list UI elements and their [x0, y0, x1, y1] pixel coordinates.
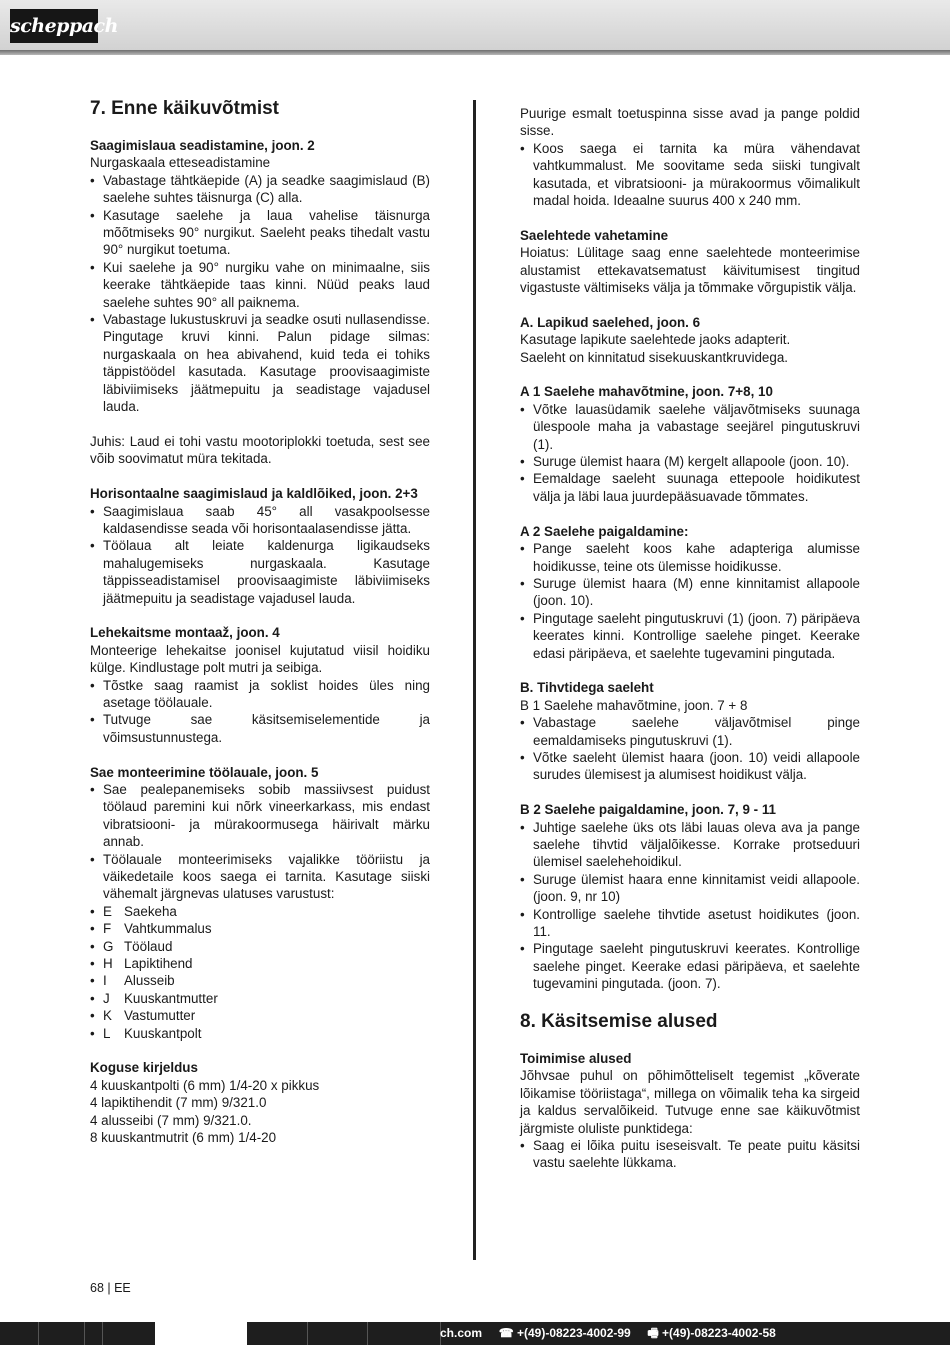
- section-horizontal-table: [90, 485, 430, 607]
- heading-quantity: Koguse kirjeldus: [90, 1060, 198, 1076]
- subheading-b1: B 1 Saelehe mahavõtmine, joon. 7 + 8: [520, 697, 748, 713]
- list-bench-mount: [90, 781, 430, 903]
- text-blade-change: Hoiatus: Lülitage saag enne saelehtede monteerimise alustamist ettekavatsematust käivitumisest tingitud vigastuste vältimiseks välja ja tõmmake võrgupistik välja.: [520, 245, 860, 296]
- list-item: • Tõstke saag raamist ja soklist hoides üles ning asetage töölauale.: [90, 677, 430, 712]
- footer-segment: [102, 1322, 156, 1345]
- part-item: • E Saekeha: [90, 903, 430, 920]
- list-item: • Juhtige saelehe üks ots läbi lauas oleva ava ja pange saelehe tihvtid väljalõikesse. Korrake protseduuri ülemisel saelehehoidikul.: [520, 819, 860, 871]
- heading-a2-install: A 2 Saelehe paigaldamine:: [520, 523, 689, 539]
- list-item: • Võtke lauasüdamik saelehe väljavõtmiseks suunaga ülespoole maha ja vabastage seejärel pingutuskruvi (1).: [520, 401, 860, 453]
- list-horizontal-table: [90, 503, 430, 607]
- header-rule: [0, 50, 950, 55]
- section-pinned-blade: [520, 679, 860, 783]
- section-intro: [520, 105, 860, 209]
- subheading-angle-scale: Nurgaskaala etteseadistamine: [90, 155, 271, 171]
- part-item: • J Kuuskantmutter: [90, 990, 430, 1007]
- list-item: • Vabastage tähtkäepide (A) ja seadke saagimislaud (B) saelehe suhtes täisnurga (C) alla.: [90, 172, 430, 207]
- list-item: • Suruge ülemist haara (M) enne kinnitamist allapoole (joon. 10).: [520, 575, 860, 610]
- list-a2-install: [520, 540, 860, 662]
- text-line: Saeleht on kinnitatud sisekuuskantkruvidega.: [520, 349, 788, 365]
- parts-list: [90, 903, 430, 1042]
- list-blade-guard: [90, 677, 430, 747]
- text-blade-guard: Monteerige lehekaitse joonisel kujutatud viisil hoidiku külge. Kindlustage polt mutri ja seibiga.: [90, 642, 430, 676]
- list-item: • Pingutage saeleht pingutuskruvi (1) (joon. 7) päripäeva keerates kinni. Kontrollige saelehe pinget. Keerake edasi päripäeva, et saelehte tugevamini pingutada.: [520, 610, 860, 662]
- left-column: [90, 97, 430, 1146]
- heading-blade-guard: Lehekaitsme montaaž, joon. 4: [90, 625, 280, 641]
- list-basics: [520, 1137, 860, 1172]
- list-a1-removal: [520, 401, 860, 505]
- section-blade-change: [520, 227, 860, 297]
- section-blade-guard: [90, 624, 430, 746]
- text-line: Kasutage lapikute saelehtede jaoks adapterit.: [520, 332, 791, 348]
- list-item: • Kui saelehe ja 90° nurgiku vahe on minimaalne, siis keerake tähtkäepide taas kinni. Nüüd peaks laud saelehe suhtes 90° all paiknema.: [90, 259, 430, 311]
- footer-white-block: [155, 1322, 247, 1345]
- section-quantity: [90, 1059, 430, 1146]
- page-number: 68 | EE: [90, 1281, 131, 1295]
- footer-phone: ☎ +(49)-08223-4002-99: [498, 1326, 631, 1340]
- part-item: • L Kuuskantpolt: [90, 1025, 430, 1042]
- heading-horizontal-table: Horisontaalne saagimislaud ja kaldlõiked, joon. 2+3: [90, 486, 418, 502]
- part-item: • H Lapiktihend: [90, 955, 430, 972]
- list-item: • Saag ei lõika puitu iseseisvalt. Te peate puitu käsitsi vastu saelehte lükkama.: [520, 1137, 860, 1172]
- list-item: • Vabastage saelehe väljavõtmisel pinge eemaldamiseks pingutuskruvi (1).: [520, 714, 860, 749]
- list-item: • Töölaua alt leiate kaldenurga ligikaudseks mahalugemiseks nurgaskaala. Kasutage täppisseadistamisel proovisaagimiste läbiviimiseks jäätmepuitu ja seadistage vajadusel lauda.: [90, 537, 430, 607]
- footer-website[interactable]: ch.com: [440, 1326, 483, 1340]
- part-item: • I Alusseib: [90, 972, 430, 989]
- quantity-line: 4 lapiktihendit (7 mm) 9/321.0: [90, 1095, 267, 1111]
- text-intro: Puurige esmalt toetuspinna sisse avad ja pange poldid sisse.: [520, 106, 860, 139]
- column-divider: [473, 100, 476, 1260]
- list-item: • Pange saeleht koos kahe adapteriga alumisse hoidikusse, teine ots ülemisse hoidikusse.: [520, 540, 860, 575]
- page-header: [0, 0, 950, 50]
- list-intro: [520, 140, 860, 210]
- section-b2-install: [520, 801, 860, 992]
- list-item: • Saagimislaua saab 45° all vasakpoolsesse kaldasendisse seada või horisontaalasendisse jätta.: [90, 503, 430, 538]
- list-item: • Suruge ülemist haara enne kinnitamist veidi allapoole. (joon. 9, nr 10): [520, 871, 860, 906]
- part-item: • K Vastumutter: [90, 1007, 430, 1024]
- text-basics: Jõhvsae puhul on põhimõtteliselt tegemist „kõverate lõikamise tööriistaga“, millega on võimalik teha ka sirgeid ja kaldus servalõikeid. Tutvuge enne sae käikuvõtmist järgmiste oluliste punktidega:: [520, 1068, 860, 1136]
- scheppach-logo: scheppach: [10, 9, 98, 43]
- heading-basics: Toimimise alused: [520, 1051, 632, 1067]
- section-table-setup: [90, 137, 430, 416]
- footer-segment: [307, 1322, 368, 1345]
- heading-flat-blades: A. Lapikud saelehed, joon. 6: [520, 314, 701, 330]
- footer-contact: [440, 1322, 776, 1345]
- list-item: • Töölauale monteerimiseks vajalikke tööriistu ja väikedetaile koos saega ei tarnita. Kasutage siiski vähemalt järgnevas ulatuses varustust:: [90, 851, 430, 903]
- list-item: • Võtke saeleht ülemist haara (joon. 10) veidi allapoole surudes ülemisest ja alumisest hoidikust välja.: [520, 749, 860, 784]
- footer-fax: 🖷 +(49)-08223-4002-58: [647, 1326, 776, 1340]
- list-item: • Suruge ülemist haara (M) kergelt allapoole (joon. 10).: [520, 453, 860, 470]
- footer-segment: [0, 1322, 39, 1345]
- heading-table-setup: Saagimislaua seadistamine, joon. 2: [90, 138, 315, 153]
- footer-segment: [84, 1322, 103, 1345]
- list-item: • Sae pealepanemiseks sobib massiivsest puidust töölaud paremini kui nõrk vineerkarkass, mis endast vibratsiooni- ja mürakoormusega häirivalt märku annab.: [90, 781, 430, 851]
- list-item: • Vabastage lukustuskruvi ja seadke osuti nullasendisse. Pingutage kruvi kinni. Palun pidage silmas: nurgaskaala on hea abivahend, kuid teda ei tohiks täppistöödel kasutada. Kasutage proovisaagimiste läbiviimiseks jäätmepuitu ja seadistage vajadusel lauda.: [90, 311, 430, 415]
- footer-segment: [247, 1322, 308, 1345]
- part-item: • F Vahtkummalus: [90, 920, 430, 937]
- footer-segment: [38, 1322, 85, 1345]
- section-title-7: 7. Enne käikuvõtmist: [90, 98, 280, 119]
- footer-segment: [367, 1322, 441, 1345]
- list-item: • Kontrollige saelehe tihvtide asetust hoidikutes (joon. 11.: [520, 906, 860, 941]
- list-item: • Kasutage saelehe ja laua vahelise täisnurga mõõtmiseks 90° nurgikut. Saeleht peaks tihedalt vastu 90° nurgikut toetuma.: [90, 207, 430, 259]
- section-a1-removal: [520, 383, 860, 505]
- quantity-line: 8 kuuskantmutrit (6 mm) 1/4-20: [90, 1130, 277, 1146]
- list-b1: [520, 714, 860, 784]
- list-item: • Koos saega ei tarnita ka müra vähendavat vahtkummalust. Me soovitame seda siiski tungivalt kasutada, et vibratsiooni- ja mürakoormus võimalikult madal hoida. Ideaalne suurus 400 x 240 mm.: [520, 140, 860, 210]
- page-footer: [0, 1322, 950, 1345]
- note-motor-block: Juhis: Laud ei tohi vastu mootoriplokki toetuda, sest see võib soovimatut müra tekitada.: [90, 433, 430, 467]
- quantity-line: 4 kuuskantpolti (6 mm) 1/4-20 x pikkus: [90, 1077, 320, 1093]
- list-b2-install: [520, 819, 860, 993]
- section-bench-mount: [90, 764, 430, 1043]
- part-item: • G Töölaud: [90, 938, 430, 955]
- heading-blade-change: Saelehtede vahetamine: [520, 227, 669, 243]
- list-item: • Pingutage saeleht pingutuskruvi keerates. Kontrollige saelehe pinget. Keerake edasi päripäeva, et saelehte tugevamini pingutada. (joon. 7).: [520, 940, 860, 992]
- heading-bench-mount: Sae monteerimine töölauale, joon. 5: [90, 764, 319, 780]
- quantity-line: 4 alusseibi (7 mm) 9/321.0.: [90, 1112, 252, 1128]
- section-flat-blades: [520, 314, 860, 366]
- list-item: • Eemaldage saeleht suunaga ettepoole hoidikutest välja ja läbi laua juurdepääsuavade tõmmates.: [520, 470, 860, 505]
- list-table-setup: [90, 172, 430, 416]
- heading-pinned-blade: B. Tihvtidega saeleht: [520, 680, 654, 696]
- right-column: [520, 105, 860, 1172]
- heading-b2-install: B 2 Saelehe paigaldamine, joon. 7, 9 - 11: [520, 802, 777, 818]
- section-title-8: 8. Käsitsemise alused: [520, 1011, 718, 1033]
- section-basics: [520, 1050, 860, 1172]
- section-a2-install: [520, 523, 860, 662]
- heading-a1-removal: A 1 Saelehe mahavõtmine, joon. 7+8, 10: [520, 384, 773, 400]
- list-item: • Tutvuge sae käsitsemiselementide ja võimsustunnustega.: [90, 711, 430, 746]
